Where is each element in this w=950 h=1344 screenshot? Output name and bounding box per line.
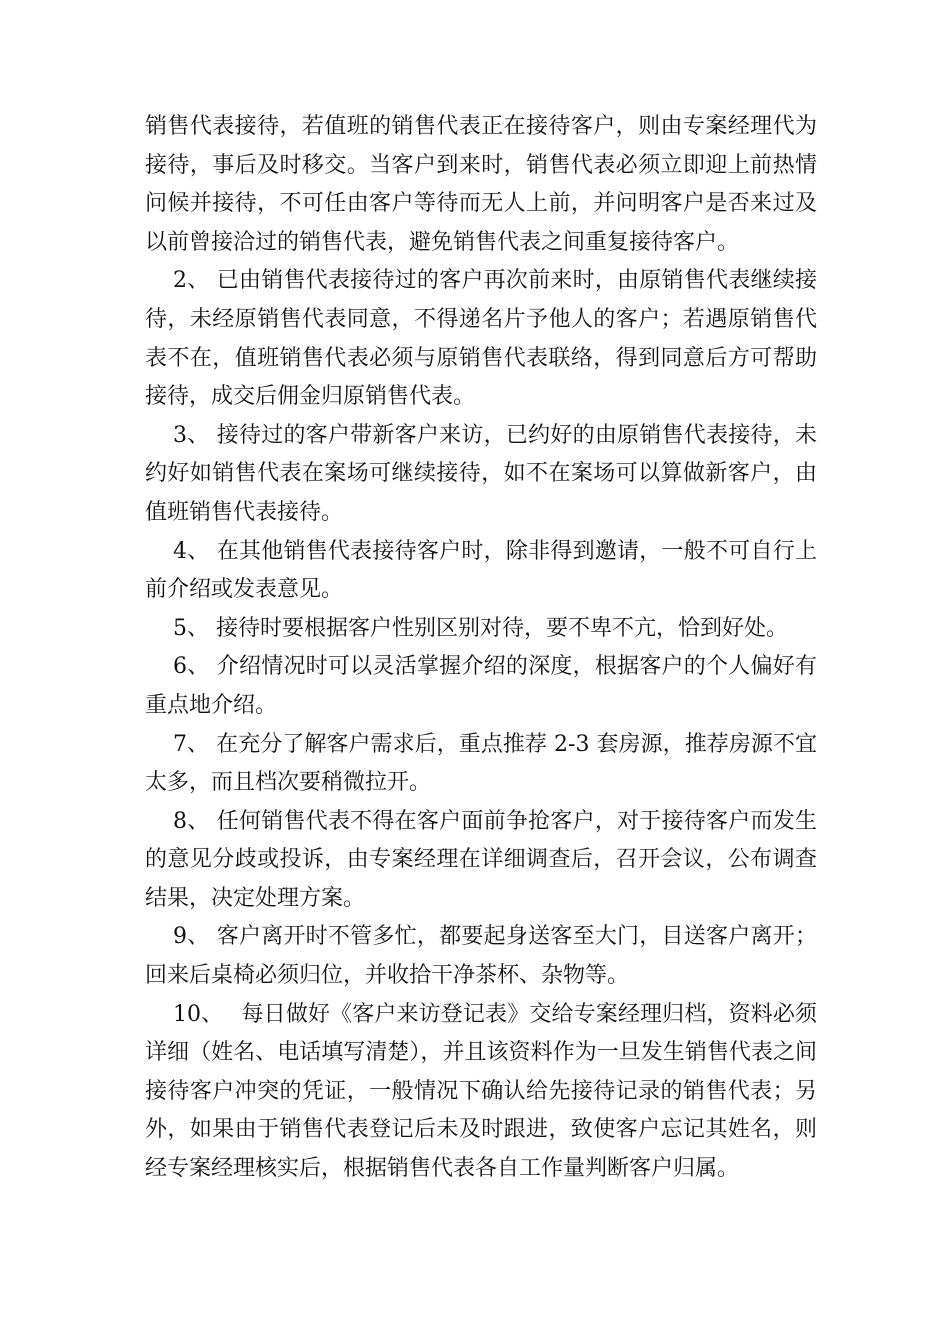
paragraph-item-5: 5、 接待时要根据客户性别区别对待，要不卑不亢，恰到好处。: [173, 615, 788, 641]
paragraph-item-3: 3、 接待过的客户带新客户来访，已约好的由原销售代表接待，未约好如销售代表在案场可继续接待，如不在案场可以算做新客户，由值班销售代表接待。: [145, 422, 817, 525]
paragraph-item-7: 7、 在充分了解客户需求后，重点推荐 2-3 套房源，推荐房源不宜太多，而且档次要稍微拉开。: [145, 731, 817, 796]
paragraph-item-9: 9、 客户离开时不管多忙，都要起身送客至大门，目送客户离开；回来后桌椅必须归位，并收拾干净茶杯、杂物等。: [145, 924, 817, 989]
paragraph-item-8: 8、 任何销售代表不得在客户面前争抢客户，对于接待客户而发生的意见分歧或投诉，由专案经理在详细调查后，召开会议，公布调查结果，决定处理方案。: [145, 808, 817, 911]
paragraph-item-4: 4、 在其他销售代表接待客户时，除非得到邀请，一般不可自行上前介绍或发表意见。: [145, 538, 817, 603]
document-body: [145, 108, 817, 1189]
paragraph-continuation: 销售代表接待，若值班的销售代表正在接待客户，则由专案经理代为接待，事后及时移交。当客户到来时，销售代表必须立即迎上前热情问候并接待，不可任由客户等待而无人上前，并问明客户是否来过及以前曾接洽过的销售代表，避免销售代表之间重复接待客户。: [145, 114, 817, 255]
paragraph-item-2: 2、 已由销售代表接待过的客户再次前来时，由原销售代表继续接待，未经原销售代表同意，不得递名片予他人的客户；若遇原销售代表不在，值班销售代表必须与原销售代表联络，得到同意后方可帮助接待，成交后佣金归原销售代表。: [145, 268, 817, 410]
paragraph-item-10: 10、 每日做好《客户来访登记表》交给专案经理归档，资料必须详细（姓名、电话填写清楚），并且该资料作为一旦发生销售代表之间接待客户冲突的凭证，一般情况下确认给先接待记录的销售代表；另外，如果由于销售代表登记后未及时跟进，致使客户忘记其姓名，则经专案经理核实后，根据销售代表各自工作量判断客户归属。: [145, 1001, 817, 1182]
paragraph-item-6: 6、 介绍情况时可以灵活掌握介绍的深度，根据客户的个人偏好有重点地介绍。: [145, 654, 817, 718]
